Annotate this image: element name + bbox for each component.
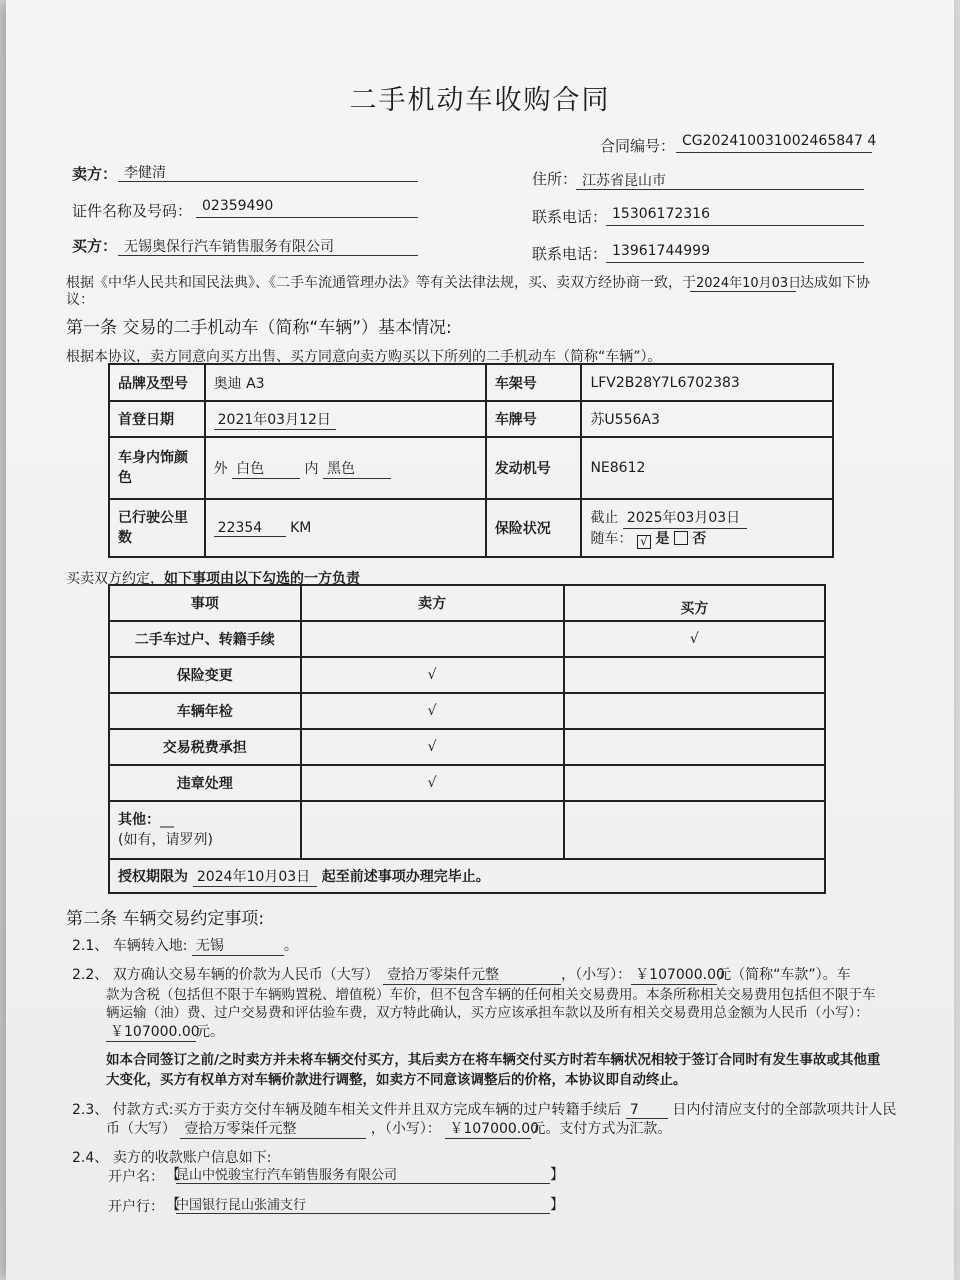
preamble-text-3: 议：: [66, 292, 94, 308]
clause-2-2-a: 双方确认交易车辆的价款为人民币（大写）: [112, 967, 379, 983]
row-item-inspection: 车辆年检: [109, 693, 301, 729]
row-violation-seller: √: [301, 765, 564, 801]
article1-title: 第一条 交易的二手机动车（简称“车辆”）基本情况:: [66, 318, 452, 338]
color-interior-label: 内: [304, 460, 319, 477]
row-item-tax: 交易税费承担: [109, 729, 301, 765]
plate-value: 苏U556A3: [581, 401, 833, 437]
payment-days: 7: [626, 1102, 668, 1119]
clause-2-3-line1: [72, 1099, 896, 1119]
row-transfer-seller: [301, 621, 564, 657]
other-seller-cell: [301, 801, 564, 859]
col-buyer-header: 买方: [564, 585, 825, 621]
preamble-text-1: 根据《中华人民共和国民法典》、《二手车流通管理办法》等有关法律法规，买、卖双方经协商一致，于: [66, 275, 696, 291]
clause-2-2-line4: [106, 1021, 224, 1042]
clause-2-1-end: 。: [283, 938, 298, 954]
insurance-until-label: 截止: [590, 509, 619, 526]
clause-2-3-num: 2.3、: [72, 1102, 109, 1118]
article2-title: 第二条 车辆交易约定事项:: [66, 909, 265, 929]
bank-value: 中国银行昆山张浦支行: [176, 1194, 550, 1214]
row-inspection-buyer: [564, 693, 825, 729]
row-tax-buyer: [564, 729, 825, 765]
row-item-insurance: 保险变更: [109, 657, 301, 693]
vehicle-info-table: [108, 363, 834, 558]
row-inspection-seller: √: [301, 693, 564, 729]
other-note: (如有，请罗列): [118, 832, 213, 848]
plate-label: 车牌号: [486, 401, 582, 437]
clause-2-2-line3: 辆运输（油）费、过户交易费和评估验车费，双方特此确认，买方应该承担车款以及所有相关交易费用总金额为人民币（小写）：: [106, 1005, 869, 1021]
bank-label: 开户行：: [108, 1199, 164, 1215]
contract-no-label: 合同编号：: [600, 137, 676, 155]
preamble-text-2: 达成如下协: [800, 275, 870, 291]
brand-value: 奥迪 A3: [205, 364, 486, 401]
vin-value: LFV2B28Y7L6702383: [581, 364, 833, 401]
account-name-value: 昆山中悦骏宝行汽车销售服务有限公司: [176, 1164, 550, 1184]
row-violation-buyer: [564, 765, 825, 801]
responsibility-intro-2: 如下事项由以下勾选的一方负责: [164, 571, 360, 587]
clause-2-2-line1: [72, 964, 851, 985]
price-lower: ￥107000.00: [631, 964, 717, 985]
buyer-label: 买方：: [72, 237, 118, 255]
color-label: 车身内饰颜色: [109, 437, 205, 499]
seller-id-label: 证件名称及号码：: [72, 202, 193, 220]
row-transfer-buyer: √: [564, 621, 825, 657]
reg-date-label: 首登日期: [109, 401, 205, 437]
clause-2-3-e: 元。支付方式为汇款。: [531, 1121, 672, 1137]
payment-lower: ￥107000.00: [445, 1118, 531, 1139]
insurance-until-value: 2025年03月03日: [623, 508, 747, 529]
clause-2-1-label: 车辆转入地:: [112, 938, 188, 954]
clause-2-2-b: ，（小写）：: [561, 967, 632, 983]
deadline-label: 授权期限为: [118, 868, 188, 885]
seller-phone: 15306172316: [606, 206, 864, 226]
clause-2-2-c: 元（简称“车款”）。车: [717, 967, 851, 983]
no-label: 否: [692, 530, 707, 547]
vin-label: 车架号: [486, 364, 582, 401]
clause-2-2-line2: 款为含税（包括但不限于车辆购置税、增值税）车价，但不包含车辆的任何相关交易费用。本条所称相关交易费用包括但不限于车: [106, 987, 876, 1003]
row-item-transfer: 二手车过户、转籍手续: [109, 621, 301, 657]
deadline-suffix: 起至前述事项办理完毕止。: [321, 868, 490, 885]
price-upper: 壹拾万零柒仟元整: [383, 964, 561, 985]
clause-2-1-num: 2.1、: [72, 938, 109, 954]
clause-2-3-b: 日内付清应支付的全部款项共计人民: [672, 1102, 897, 1118]
clause-2-3-a: 付款方式:买方于卖方交付车辆及随车相关文件并且双方完成车辆的过户转籍手续后: [112, 1102, 622, 1118]
page-title: 二手机动车收购合同: [349, 85, 611, 116]
clause-2-2-num: 2.2、: [72, 967, 109, 983]
preamble-date: 2024年10月03日: [690, 272, 796, 292]
total-amount: ￥107000.00: [106, 1021, 196, 1042]
with-car-label: 随车：: [590, 530, 633, 547]
adjustment-clause-line2: 大变化，买方有权单方对车辆价款进行调整，如卖方不同意该调整后的价格，本协议即自动终止。: [106, 1072, 687, 1088]
seller-address: 江苏省昆山市: [576, 170, 864, 190]
buyer-phone-label: 联系电话：: [532, 245, 608, 263]
responsibility-intro-1: 买卖双方约定，: [66, 571, 164, 587]
color-interior-value: 黑色: [323, 458, 391, 479]
clause-2-3-c: 币（大写）: [106, 1121, 176, 1137]
seller-address-label: 住所：: [532, 170, 578, 188]
other-label: 其他：: [118, 812, 160, 828]
mileage-value: 22354: [214, 520, 286, 537]
row-insurance-buyer: [564, 657, 825, 693]
clause-2-4-label: 卖方的收款账户信息如下:: [112, 1150, 272, 1166]
seller-label: 卖方：: [72, 165, 118, 183]
brand-label: 品牌及型号: [109, 364, 205, 401]
yes-label: 是: [655, 530, 670, 547]
bank-lbracket: 【: [166, 1197, 180, 1213]
adjustment-clause-line1: 如本合同签订之前/之时卖方并未将车辆交付买方，其后卖方在将车辆交付买方时若车辆状况相较于签订合同时有发生事故或其他重: [106, 1052, 881, 1068]
clause-2-1: [72, 935, 298, 956]
article1-intro: 根据本协议，卖方同意向买方出售、买方同意向卖方购买以下所列的二手机动车（简称“车辆”）。: [66, 349, 662, 365]
other-value: __: [160, 812, 174, 828]
transfer-destination: 无锡: [192, 935, 284, 956]
clause-2-3-line2: [106, 1118, 671, 1139]
col-seller-header: 卖方: [301, 585, 564, 621]
account-name-label: 开户名：: [108, 1169, 164, 1185]
account-name-lbracket: 【: [166, 1167, 180, 1183]
clause-2-2-end: 元。: [196, 1024, 224, 1040]
row-item-violation: 违章处理: [109, 765, 301, 801]
responsibility-table: [108, 584, 826, 894]
color-exterior-label: 外: [213, 460, 228, 477]
seller-phone-label: 联系电话：: [532, 208, 608, 226]
contract-no-value: CG202410031002465847 4: [676, 133, 872, 153]
other-buyer-cell: [564, 801, 825, 859]
buyer-phone: 13961744999: [606, 243, 864, 263]
engine-value: NE8612: [581, 437, 833, 499]
row-insurance-seller: √: [301, 657, 564, 693]
payment-upper: 壹拾万零柒仟元整: [180, 1118, 366, 1139]
insurance-label: 保险状况: [486, 499, 582, 557]
color-exterior-value: 白色: [232, 458, 300, 479]
col-item-header: 事项: [109, 585, 301, 621]
reg-date-value: 2021年03月12日: [214, 409, 336, 430]
clause-2-3-d: ，（小写）：: [370, 1121, 441, 1137]
bank-rbracket: 】: [550, 1197, 564, 1213]
seller-name: 李健清: [118, 162, 418, 182]
account-name-rbracket: 】: [550, 1167, 564, 1183]
engine-label: 发动机号: [486, 437, 582, 499]
clause-2-4-num: 2.4、: [72, 1150, 109, 1166]
no-checkbox[interactable]: [674, 531, 688, 545]
mileage-label: 已行驶公里数: [109, 499, 205, 557]
row-tax-seller: √: [301, 729, 564, 765]
seller-id-value: 02359490: [196, 198, 418, 218]
yes-checkbox[interactable]: √: [637, 535, 651, 549]
mileage-unit: KM: [290, 519, 312, 536]
deadline-date: 2024年10月03日: [193, 866, 317, 887]
buyer-name: 无锡奥保行汽车销售服务有限公司: [118, 236, 418, 256]
